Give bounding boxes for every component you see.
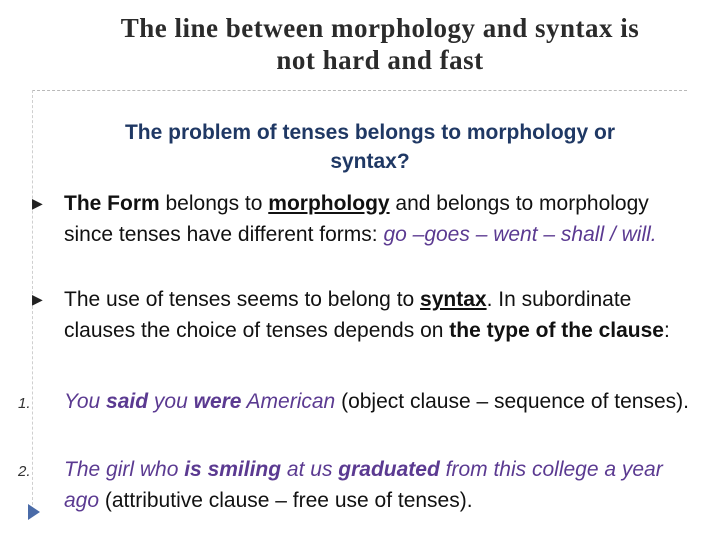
example-note: (attributive clause – free use of tenses). <box>99 489 473 512</box>
example-verb: is smiling <box>184 458 282 481</box>
triangle-bullet-icon: ▶ <box>32 291 43 307</box>
example-part: American <box>241 390 336 413</box>
example-verb: said <box>106 390 149 413</box>
item-number: 1. <box>18 395 31 412</box>
bullet1-lead: The Form <box>64 192 160 215</box>
bullet1-example: go –goes – went – shall / will. <box>383 223 657 246</box>
example-part: You <box>64 390 107 413</box>
bullet1-text-1: belongs to <box>159 192 269 215</box>
bullet2-text-2: . In subordinate clauses the choice of tenses depends on <box>64 288 632 342</box>
example-part: you <box>148 390 194 413</box>
bullet2-emphasis: the type of the clause <box>449 319 664 342</box>
bullet1-term: morphology <box>268 192 390 215</box>
example-note: (object clause – sequence of tenses). <box>335 390 689 413</box>
bullet2-term: syntax <box>420 288 487 311</box>
example-part: The girl who <box>64 458 185 481</box>
title-divider <box>32 90 687 91</box>
example-verb: were <box>193 390 242 413</box>
subtitle-line-1: The problem of tenses belongs to morphology or <box>124 121 616 144</box>
title-line-2: not hard and fast <box>276 45 484 75</box>
subtitle-line-2: syntax? <box>330 150 410 173</box>
bullet-item-use <box>32 284 689 346</box>
next-slide-arrow-icon[interactable] <box>28 504 40 520</box>
item-number: 2. <box>18 463 31 480</box>
example-part: from this college a year ago <box>64 458 663 512</box>
slide-subtitle <box>40 118 700 176</box>
numbered-item-2 <box>18 454 689 516</box>
title-line-1: The line between morphology and syntax is <box>120 13 640 43</box>
slide-title <box>40 12 720 76</box>
numbered-item-1 <box>18 386 689 417</box>
bullet2-text-1: The use of tenses seems to belong to <box>64 288 421 311</box>
bullet-item-form <box>32 188 689 250</box>
example-verb: graduated <box>338 458 440 481</box>
example-part: at us <box>281 458 339 481</box>
bullet2-text-3: : <box>663 319 670 342</box>
bullet1-text-2: and belongs to morphology since tenses have different forms: <box>64 192 649 246</box>
triangle-bullet-icon: ▶ <box>32 195 43 211</box>
